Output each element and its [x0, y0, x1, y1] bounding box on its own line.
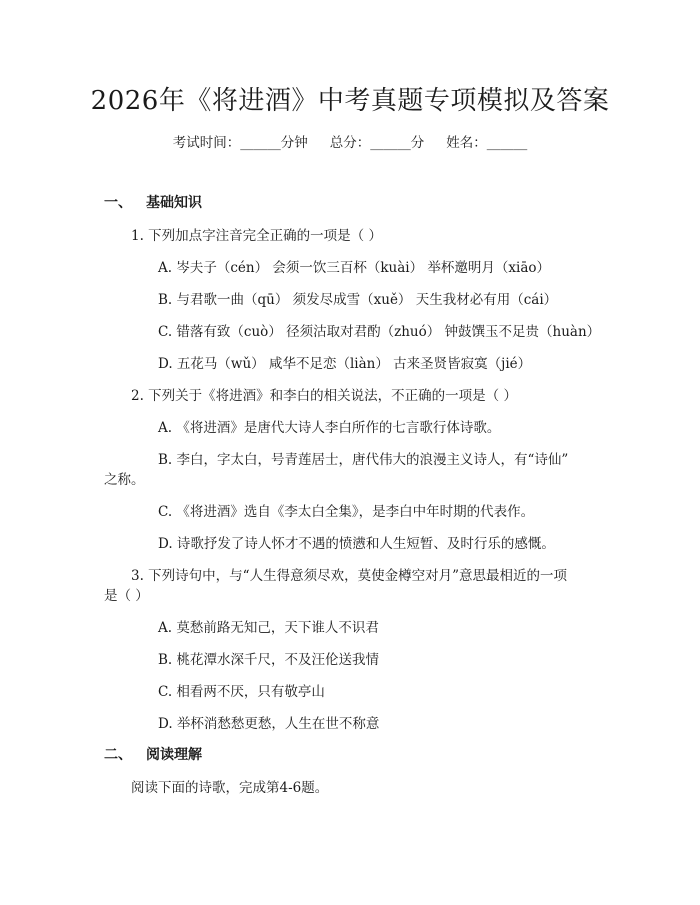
- question-2-option-c: C. 《将进酒》选自《李太白全集》，是李白中年时期的代表作。: [158, 504, 535, 520]
- question-3-stem: 3. 下列诗句中，与“人生得意须尽欢，莫使金樽空对月”意思最相近的一项: [131, 568, 567, 584]
- exam-name: 姓名：______: [446, 135, 528, 151]
- question-3-stem-continued: 是（ ）: [104, 588, 149, 604]
- question-1-option-c: C. 错落有致（cuò） 径须沽取对君酌（zhuó） 钟鼓馔玉不足贵（huàn）: [158, 324, 601, 340]
- question-1-option-a: A. 岑夫子（cén） 会须一饮三百杯（kuài） 举杯邀明月（xiāo）: [158, 260, 551, 276]
- section-heading-basics: [104, 192, 202, 212]
- question-2-option-d: D. 诗歌抒发了诗人怀才不遇的愤懑和人生短暂、及时行乐的感慨。: [158, 536, 555, 552]
- question-3-option-d: D. 举杯消愁愁更愁，人生在世不称意: [158, 716, 380, 732]
- question-3-option-c: C. 相看两不厌，只有敬亭山: [158, 684, 325, 700]
- question-1-stem: 1. 下列加点字注音完全正确的一项是（ ）: [131, 228, 382, 244]
- page-title: 2026年《将进酒》中考真题专项模拟及答案: [90, 86, 610, 116]
- question-1-option-d: D. 五花马（wǔ） 咸华不足恋（liàn） 古来圣贤皆寂寞（jié）: [158, 356, 532, 372]
- section-title: 基础知识: [146, 195, 202, 211]
- exam-score: 总分：______分: [329, 135, 425, 151]
- section-number: 一、: [104, 195, 132, 211]
- question-3-option-b: B. 桃花潭水深千尺，不及汪伦送我情: [158, 652, 380, 668]
- exam-info: [0, 131, 700, 151]
- question-2-option-b-continued: 之称。: [104, 472, 145, 488]
- section-number: 二、: [104, 747, 132, 763]
- question-2-option-b: B. 李白，字太白，号青莲居士，唐代伟大的浪漫主义诗人，有“诗仙”: [158, 452, 569, 468]
- question-2-option-a: A. 《将进酒》是唐代大诗人李白所作的七言歌行体诗歌。: [158, 420, 501, 436]
- question-3-option-a: A. 莫愁前路无知己，天下谁人不识君: [158, 620, 379, 636]
- reading-instructions: 阅读下面的诗歌，完成第4-6题。: [131, 780, 329, 796]
- section-title: 阅读理解: [146, 747, 202, 763]
- section-heading-reading: [104, 744, 202, 764]
- exam-time: 考试时间：______分钟: [172, 135, 308, 151]
- question-2-stem: 2. 下列关于《将进酒》和李白的相关说法，不正确的一项是（ ）: [131, 388, 517, 404]
- question-1-option-b: B. 与君歌一曲（qū） 须发尽成雪（xuě） 天生我材必有用（cái）: [158, 292, 558, 308]
